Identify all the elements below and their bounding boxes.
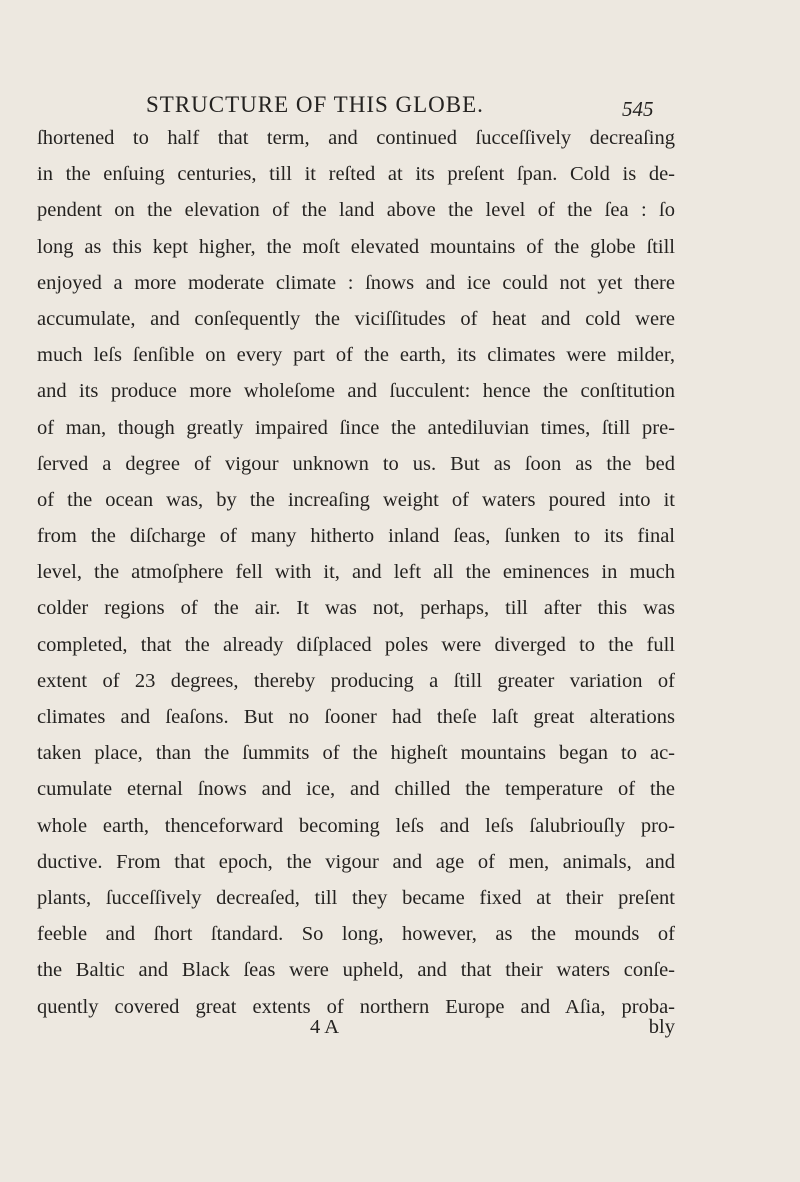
text-line: pendent on the elevation of the land above the level of the ſea : ſo <box>37 199 675 222</box>
text-line: cumulate eternal ſnows and ice, and chilled the temperature of the <box>37 778 675 801</box>
text-line: whole earth, thenceforward becoming leſs and leſs ſalubriouſly pro- <box>37 814 675 837</box>
text-line: quently covered great extents of northern Europe and Aſia, proba- <box>37 995 675 1018</box>
text-line: colder regions of the air. It was not, perhaps, till after this was <box>37 597 675 620</box>
text-line: taken place, than the ſummits of the higheſt mountains began to ac- <box>37 742 675 765</box>
catchword: bly <box>648 1016 675 1038</box>
page-number: 545 <box>622 97 654 121</box>
text-line: in the enſuing centuries, till it reſted at its preſent ſpan. Cold is de- <box>37 163 675 186</box>
text-line: ſhortened to half that term, and continued ſucceſſively decreaſing <box>37 127 675 149</box>
text-line: ſerved a degree of vigour unknown to us. But as ſoon as the bed <box>37 452 675 475</box>
text-line: feeble and ſhort ſtandard. So long, however, as the mounds of <box>37 923 675 946</box>
catchline <box>37 1016 675 1050</box>
text-line: extent of 23 degrees, thereby producing a ſtill greater variation of <box>37 669 675 692</box>
text-line: plants, ſucceſſively decreaſed, till they became fixed at their preſent <box>37 886 675 909</box>
text-line: of man, though greatly impaired ſince the antediluvian times, ſtill pre- <box>37 416 675 439</box>
text-line: completed, that the already diſplaced poles were diverged to the full <box>37 633 675 656</box>
running-head: STRUCTURE OF THIS GLOBE. <box>146 92 484 117</box>
text-line: much leſs ſenſible on every part of the earth, its climates were milder, <box>37 344 675 367</box>
text-line: climates and ſeaſons. But no ſooner had theſe laſt great alterations <box>37 706 675 728</box>
body-text <box>37 120 675 1025</box>
text-line: and its produce more wholeſome and ſucculent: hence the conſtitution <box>37 380 675 403</box>
text-line: long as this kept higher, the moſt elevated mountains of the globe ſtill <box>37 235 675 258</box>
text-line: the Baltic and Black ſeas were upheld, and that their waters conſe- <box>37 959 675 982</box>
text-line: of the ocean was, by the increaſing weight of waters poured into it <box>37 488 675 511</box>
text-line: level, the atmoſphere fell with it, and left all the eminences in much <box>37 561 675 584</box>
text-line: accumulate, and conſequently the viciſſitudes of heat and cold were <box>37 307 675 330</box>
text-line: from the diſcharge of many hitherto inland ſeas, ſunken to its final <box>37 525 675 548</box>
text-line: ductive. From that epoch, the vigour and age of men, animals, and <box>37 850 675 873</box>
text-line: enjoyed a more moderate climate : ſnows and ice could not yet there <box>37 271 675 294</box>
signature-mark: 4 A <box>310 1016 340 1038</box>
